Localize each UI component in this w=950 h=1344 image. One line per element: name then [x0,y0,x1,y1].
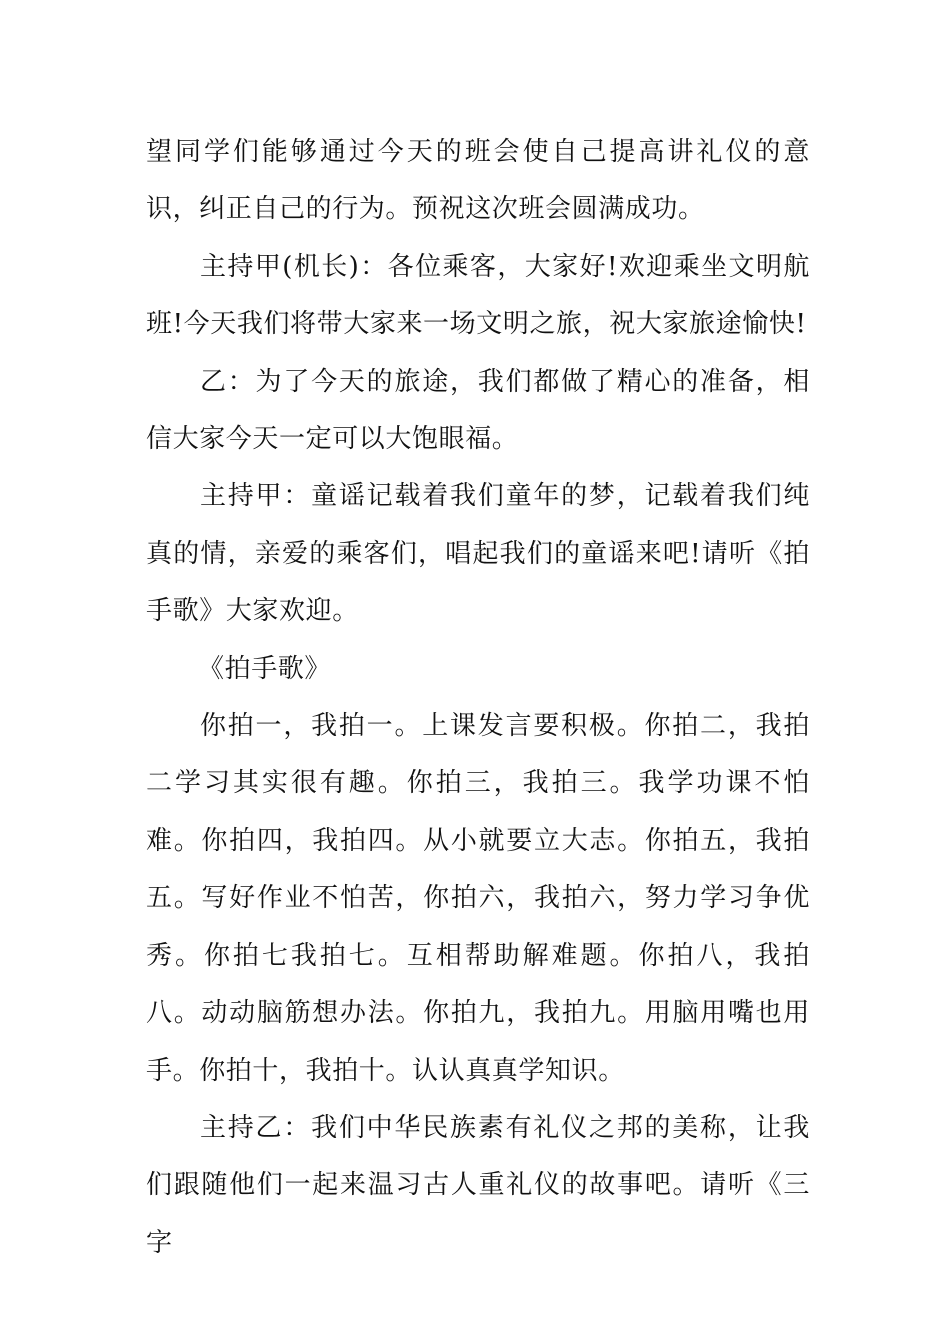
paragraph-host-a-captain: 主持甲(机长)：各位乘客，大家好!欢迎乘坐文明航班!今天我们将带大家来一场文明之旅，祝大家旅途愉快! [146,251,810,340]
song-title: 《拍手歌》 [198,653,332,684]
paragraph-host-b-etiquette: 主持乙：我们中华民族素有礼仪之邦的美称，让我们跟随他们一起来温习古人重礼仪的故事吧。请听《三字 [146,1112,810,1258]
paragraph-host-a-nursery-rhyme: 主持甲：童谣记载着我们童年的梦，记载着我们纯真的情，亲爱的乘客们，唱起我们的童谣来吧!请听《拍手歌》大家欢迎。 [146,481,810,627]
paragraph-host-b: 乙：为了今天的旅途，我们都做了精心的准备，相信大家今天一定可以大饱眼福。 [146,366,810,455]
paragraph-continuation: 望同学们能够通过今天的班会使自己提高讲礼仪的意识，纠正自己的行为。预祝这次班会圆满成功。 [146,137,810,225]
paragraph-song-lyrics: 你拍一，我拍一。上课发言要积极。你拍二，我拍二学习其实很有趣。你拍三，我拍三。我学功课不怕难。你拍四，我拍四。从小就要立大志。你拍五，我拍五。写好作业不怕苦，你拍六，我拍六，努力学习争优秀。你拍七我拍七。互相帮助解难题。你拍八，我拍八。动动脑筋想办法。你拍九，我拍九。用脑用嘴也用手。你拍十，我拍十。认认真真学知识。 [146,711,810,1086]
body-text [146,124,810,1272]
